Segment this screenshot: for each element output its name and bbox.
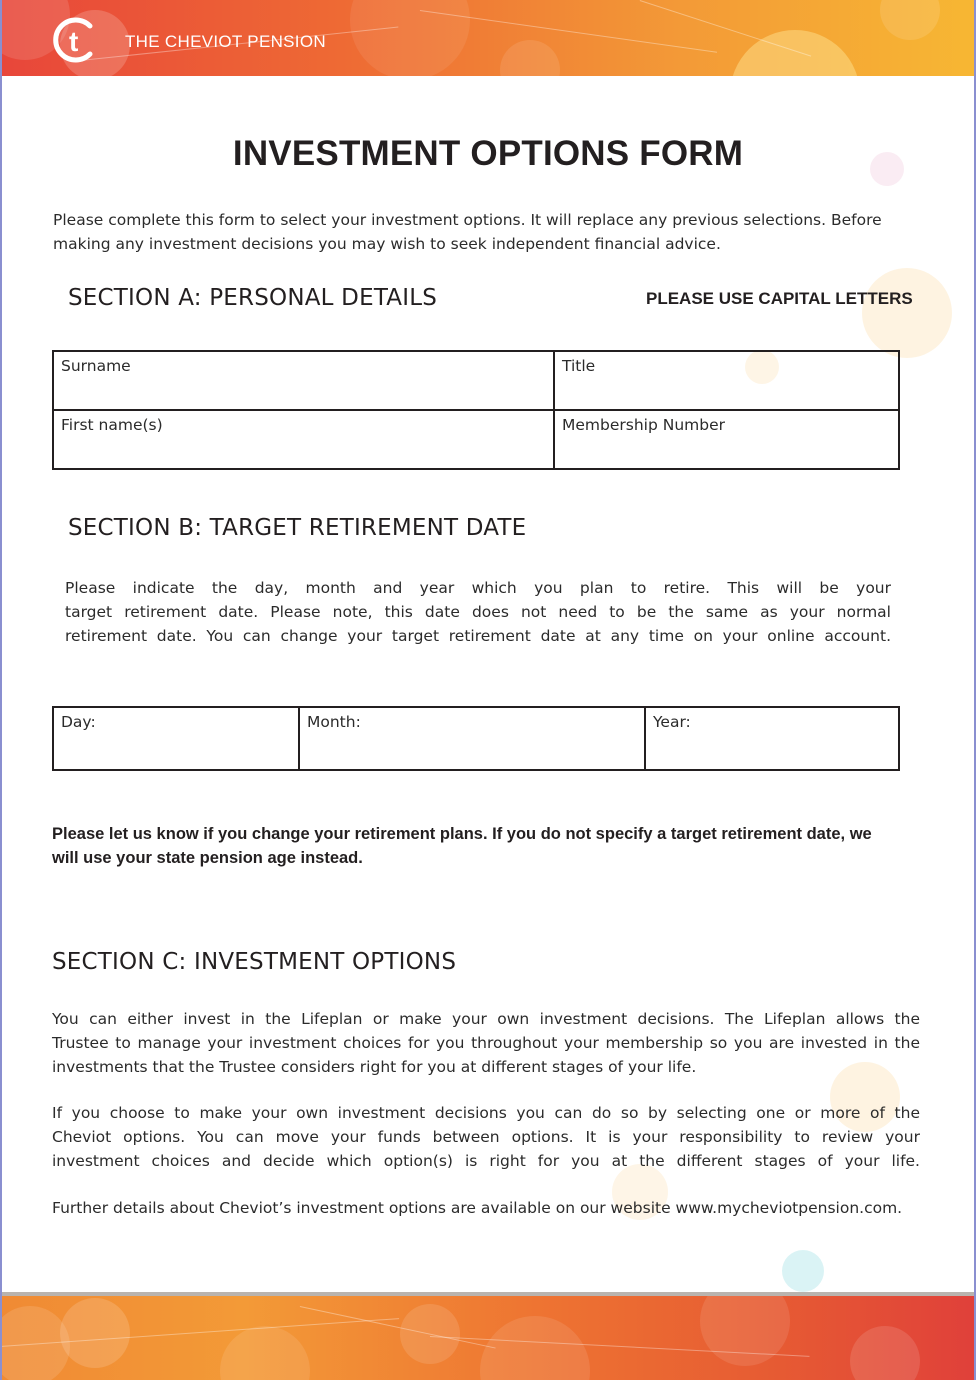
section-c-heading: SECTION C: INVESTMENT OPTIONS bbox=[52, 949, 457, 975]
decorative-bubble bbox=[500, 40, 560, 76]
surname-field[interactable] bbox=[53, 351, 554, 410]
decorative-bubble bbox=[700, 1296, 790, 1366]
paragraph-line: Please indicate the day, month and year which you plan to retire. This will be your bbox=[65, 579, 891, 597]
title-label: Title bbox=[562, 357, 596, 375]
footer-banner bbox=[0, 1296, 976, 1380]
network-line bbox=[300, 1306, 496, 1349]
intro-line: making any investment decisions you may wish to seek independent financial advice. bbox=[53, 235, 721, 253]
decorative-circle bbox=[862, 268, 952, 358]
intro-line: Please complete this form to select your investment options. It will replace any previous selections. Before bbox=[53, 211, 882, 229]
section-a-heading: SECTION A: PERSONAL DETAILS bbox=[68, 285, 438, 311]
title-field[interactable] bbox=[554, 351, 899, 410]
membership-number-label: Membership Number bbox=[562, 416, 725, 434]
first-names-label: First name(s) bbox=[61, 416, 163, 434]
capital-letters-note: PLEASE USE CAPITAL LETTERS bbox=[646, 289, 913, 308]
day-field[interactable] bbox=[53, 707, 299, 770]
note-line: will use your state pension age instead. bbox=[52, 849, 363, 867]
investment-paragraph-2 bbox=[52, 1101, 920, 1173]
year-label: Year: bbox=[653, 713, 691, 731]
investment-paragraph-1 bbox=[52, 1007, 920, 1079]
retirement-plans-note bbox=[52, 822, 922, 870]
paragraph-line: investments that the Trustee considers right for you at different stages of your life. bbox=[52, 1058, 697, 1076]
paragraph-line: target retirement date. Please note, this date does not need to be the same as your normal bbox=[65, 603, 891, 621]
network-line bbox=[640, 0, 811, 57]
page-title: INVESTMENT OPTIONS FORM bbox=[232, 134, 744, 173]
decorative-bubble bbox=[850, 1326, 920, 1380]
decorative-bubble bbox=[350, 0, 470, 76]
decorative-circle bbox=[782, 1250, 824, 1292]
brand-name: THE CHEVIOT PENSION bbox=[125, 32, 326, 51]
surname-label: Surname bbox=[61, 357, 131, 375]
note-line: Please let us know if you change your retirement plans. If you do not specify a target retirement date, we bbox=[52, 825, 872, 843]
first-names-field[interactable] bbox=[53, 410, 554, 469]
membership-number-field[interactable] bbox=[554, 410, 899, 469]
section-b-heading: SECTION B: TARGET RETIREMENT DATE bbox=[68, 515, 527, 541]
svg-text:t: t bbox=[69, 26, 79, 57]
cheviot-logo bbox=[50, 14, 102, 66]
paragraph-line: investment choices and decide which option(s) is right for you at the different stages of your life. bbox=[52, 1152, 920, 1170]
cheviot-logo-icon bbox=[50, 14, 102, 66]
intro-paragraph bbox=[53, 208, 923, 256]
month-field[interactable] bbox=[299, 707, 645, 770]
month-label: Month: bbox=[307, 713, 361, 731]
decorative-bubble bbox=[880, 0, 940, 40]
paragraph-line: Trustee to manage your investment choices for you throughout your membership so you are invested in the bbox=[52, 1034, 920, 1052]
paragraph-line: retirement date. You can change your target retirement date at any time on your online account. bbox=[65, 627, 891, 645]
decorative-bubble bbox=[220, 1326, 310, 1380]
paragraph-line: Cheviot options. You can move your funds between options. It is your responsibility to review your bbox=[52, 1128, 920, 1146]
website-paragraph: Further details about Cheviot’s investment options are available on our website www.mycheviotpension.com. bbox=[52, 1199, 903, 1217]
decorative-bubble bbox=[60, 1298, 130, 1368]
personal-details-table bbox=[52, 350, 900, 470]
retirement-date-table bbox=[52, 706, 900, 771]
retirement-date-paragraph bbox=[65, 576, 891, 648]
decorative-bubble bbox=[480, 1316, 590, 1380]
paragraph-line: If you choose to make your own investment decisions you can do so by selecting one or more of the bbox=[52, 1104, 920, 1122]
year-field[interactable] bbox=[645, 707, 899, 770]
day-label: Day: bbox=[61, 713, 96, 731]
paragraph-line: You can either invest in the Lifeplan or make your own investment decisions. The Lifeplan allows the bbox=[52, 1010, 920, 1028]
